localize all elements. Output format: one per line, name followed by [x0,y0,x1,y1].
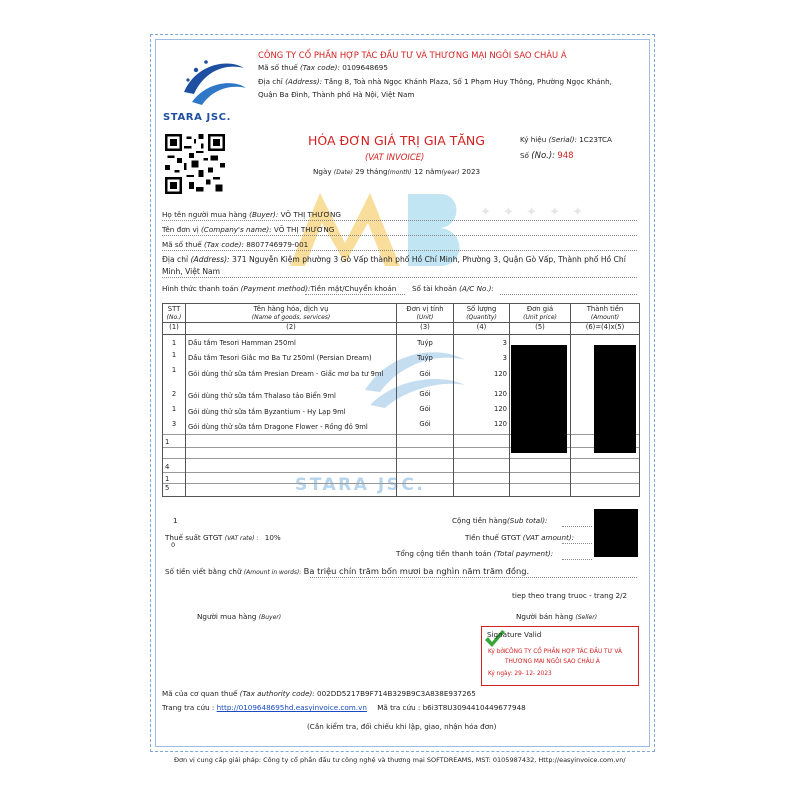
buyer-name-label-en: (Buyer): [249,210,279,219]
invoice-number-row [520,151,574,161]
blank-row-no [163,448,186,459]
date-year-label-en: (year) [441,169,460,176]
table-row [163,448,640,459]
provider-note: Đơn vị cung cấp giải pháp: Công ty cổ phần đầu tư công nghệ và thương mại SOFTDREAMS, MST: 0105987432, Http://easyinvoice.com.vn/ [174,756,626,764]
seller-company-name: CÔNG TY CỔ PHẦN HỢP TÁC ĐẦU TƯ VÀ THƯƠNG MẠI NGÔI SAO CHÂU Á [258,50,567,60]
index-cell: (2) [186,323,397,335]
item-unit: Gói [397,420,454,435]
index-cell: (5) [510,323,571,335]
date-month-label-en: (month) [387,169,412,176]
buyer-address-row [162,255,626,264]
seller-address-row [258,77,612,86]
amount-in-words: Ba triệu chín trăm bốn mươi ba nghìn năm trăm đồng. [303,566,530,576]
buyer-name-row [162,210,341,219]
tax-authority-row: Mã của cơ quan thuế (Tax authority code): 002DD5217B9F714B329B9C3A838E937265 [162,689,476,698]
payment-label-en: (Payment method): [240,284,311,293]
item-unit: Gói [397,390,454,405]
date-month-label: tháng [366,167,388,176]
blank-row-no: 1 [163,435,186,448]
payment-method: Tiền mặt/Chuyển khoản [310,284,397,293]
signature-date: 29- 12- 2023 [514,671,552,677]
buyer-company: VÕ THỊ THƯƠNG [273,225,335,234]
invoice-title: HÓA ĐƠN GIÁ TRỊ GIA TĂNG [308,133,485,148]
item-no: 1 [163,335,186,351]
table-row [163,335,640,351]
stara-logo-icon [178,50,248,110]
dotted-line [562,559,592,560]
date-month: 12 [414,167,424,176]
date-day: 29 [355,167,365,176]
total-label-en: (Total payment): [493,549,554,558]
seller-tax-code-label-en: (Tax code): [299,63,340,72]
check-note: (Cần kiểm tra, đối chiếu khi lập, giao, nhận hóa đơn) [307,722,497,731]
table-row [163,351,640,366]
subtotal-label: Cộng tiền hàng [452,516,507,525]
tax-authority-code: 002DD5217B9F714B329B9C3A838E937265 [317,689,476,698]
dotted-line [162,277,637,278]
item-qty: 120 [454,405,510,420]
date-day-label-en: (Date) [333,169,353,176]
signature-signer: Ký bởi: [488,649,508,655]
dotted-line [562,526,592,527]
vat-rate: 10% [264,533,281,542]
invoice-serial-row [520,135,612,144]
dotted-line [305,294,405,295]
item-no: 2 [163,390,186,405]
date-day-label: Ngày [313,167,332,176]
buyer-address-label-en: (Address): [190,255,230,264]
account-label: Số tài khoản [412,284,457,293]
blank-row-no: 4 [163,459,186,473]
item-no: 1 [163,405,186,420]
item-qty: 3 [454,351,510,366]
total-payment-row [396,549,553,558]
subtotal-row [452,516,547,525]
dotted-line [562,543,592,544]
buyer-company-row [162,225,334,234]
words-label: Số tiền viết bằng chữ [165,567,242,576]
redacted-amounts [594,345,636,453]
vat-amount-row [465,533,574,542]
table-index-row [163,323,640,335]
table-row [163,484,640,497]
dotted-line [310,577,637,578]
table-row [163,420,640,435]
item-name: Gói dùng thử sữa tắm Byzantium - Hy Lạp 9ml [186,405,397,420]
lookup-code: b6i3T8U3094410449677948 [422,703,526,712]
buyer-name: VÕ THỊ THƯƠNG [280,210,341,219]
subtotal-label-en: (Sub total): [506,516,548,525]
item-no: 1 [163,351,186,366]
header-name: Tên hàng hóa, dịch vụ (Name of goods, services) [186,304,397,323]
items-table [162,303,640,497]
signature-signer-name: CÔNG TY CỔ PHẦN HỢP TÁC ĐẦU TƯ VÀ THƯƠNG MẠI NGÔI SAO CHÂU Á [505,649,622,665]
item-qty: 120 [454,420,510,435]
invoice-subtitle: (VAT INVOICE) [365,152,425,162]
dotted-line [162,250,637,251]
signature-date-row: Ký ngày: 29- 12- 2023 [488,671,552,677]
table-row [163,435,640,448]
blank-row-no: 1 [163,473,186,484]
table-header-row [163,304,640,323]
buyer-tax-row [162,240,308,249]
serial-label: Ký hiệu [520,135,547,144]
vat-rate-label-en: (VAT rate) : [224,535,259,542]
item-unit: Gói [397,405,454,420]
stara-watermark-text: STARA JSC. [295,475,426,495]
seller-tax-code: 0109648695 [342,63,388,72]
redacted-unit-prices [511,345,567,453]
dotted-line [162,220,637,221]
number-label-en: (No.): [531,151,556,161]
seller-tax-code-label: Mã số thuế [258,63,298,72]
buyer-tax-code: 8807746979-001 [246,240,309,249]
header-unit: Đơn vị tính (Unit) [397,304,454,323]
item-unit: Gói [397,366,454,390]
vat-amount-label: Tiền thuế GTGT [465,533,521,542]
buyer-payment-row [162,284,396,293]
lookup-link[interactable]: http://0109648695hd.easyinvoice.com.vn [216,703,367,712]
qr-code [165,134,225,194]
index-cell: (1) [163,323,186,335]
seller-address-line2: Quận Ba Đình, Thành phố Hà Nội, Việt Nam [258,90,415,99]
dotted-line [500,294,637,295]
item-no: 3 [163,420,186,435]
faint-watermark-text: ✦ ✦ ✦ ✦ ✦ [480,205,587,220]
seller-address-line1: Tầng 8, Toà nhà Ngọc Khánh Plaza, Số 1 Phạm Huy Thông, Phường Ngọc Khánh, [324,77,612,86]
buyer-address-line1: 371 Nguyễn Kiệm phường 3 Gò Vấp thành phố Hồ Chí Minh, Phường 3, Quận Gò Vấp, Thành phố Hồ Chí [232,255,626,264]
amount-in-words-row [165,566,529,576]
blank-row-no: 5 [163,484,186,497]
table-row [163,405,640,420]
vat-rate-label: Thuế suất GTGT [165,533,223,542]
dotted-line [162,235,637,236]
item-no: 1 [163,366,186,390]
item-name: Gói dùng thử sữa tắm Presian Dream - Giấc mơ ba tư 9ml [186,366,397,390]
logo-text: STARA JSC. [163,112,231,123]
item-unit: Tuýp [397,335,454,351]
invoice-number: 948 [557,151,574,161]
buyer-address-line2: Minh, Việt Nam [162,267,221,276]
signature-valid-text: Signature Valid [487,630,542,639]
seller-address-label-en: (Address): [285,77,323,86]
seller-signature-label: Người bán hàng (Seller) [516,612,598,621]
index-cell: (6)=(4)x(5) [571,323,640,335]
table-row [163,366,640,390]
buyer-company-label-en: (Company's name): [201,225,272,234]
table-row [163,459,640,473]
item-name: Dầu tắm Tesori Giắc mơ Ba Tư 250ml (Persian Dream) [186,351,397,366]
header-no: STT (No.) [163,304,186,323]
words-label-en: (Amount in words): [243,569,302,576]
table-row [163,390,640,405]
lookup-row: Trang tra cứu : http://0109648695hd.easyinvoice.com.vn Mã tra cứu : b6i3T8U3094410449677948 [162,703,526,712]
item-name: Gói dùng thử sữa tắm Thalaso tảo Biển 9ml [186,390,397,405]
vat-rate-row [165,533,281,542]
payment-label: Hình thức thanh toán [162,284,239,293]
serial-value: 1C23TCA [579,135,612,144]
serial-label-en: (Serial): [548,135,577,144]
number-label: Số [520,151,529,160]
invoice-date-row [313,167,480,176]
buyer-name-label: Họ tên người mua hàng [162,210,247,219]
blank-row-no: 0 [171,541,176,549]
seller-address-label: Địa chỉ [258,77,283,86]
header-quantity: Số lượng (Quantity) [454,304,510,323]
buyer-account-row [412,284,494,293]
buyer-tax-label: Mã số thuế [162,240,202,249]
index-cell: (3) [397,323,454,335]
vat-amount-label-en: (VAT amount): [522,533,575,542]
item-qty: 120 [454,366,510,390]
buyer-signature-label: Người mua hàng (Buyer) [197,612,282,621]
header-amount: Thành tiền (Amount) [571,304,640,323]
buyer-address-label: Địa chỉ [162,255,189,264]
index-cell: (4) [454,323,510,335]
blank-row-no: 1 [173,516,178,525]
seller-tax-code-row [258,63,388,72]
redacted-totals [594,509,638,557]
account-label-en: (A/C No.): [459,284,494,293]
item-name: Gói dùng thử sữa tắm Dragone Flower - Rồng đỏ 9ml [186,420,397,435]
item-name: Dầu tắm Tesori Hamman 250ml [186,335,397,351]
date-year: 2023 [461,167,481,176]
page-note: tiep theo trang truoc - trang 2/2 [512,591,628,600]
item-unit: Tuýp [397,351,454,366]
buyer-tax-label-en: (Tax code): [203,240,244,249]
header-unit-price: Đơn giá (Unit price) [510,304,571,323]
date-year-label: năm [425,167,442,176]
item-qty: 3 [454,335,510,351]
buyer-company-label: Tên đơn vị [162,225,199,234]
item-qty: 120 [454,390,510,405]
total-label: Tổng cộng tiền thanh toán [396,549,492,558]
table-row [163,473,640,484]
